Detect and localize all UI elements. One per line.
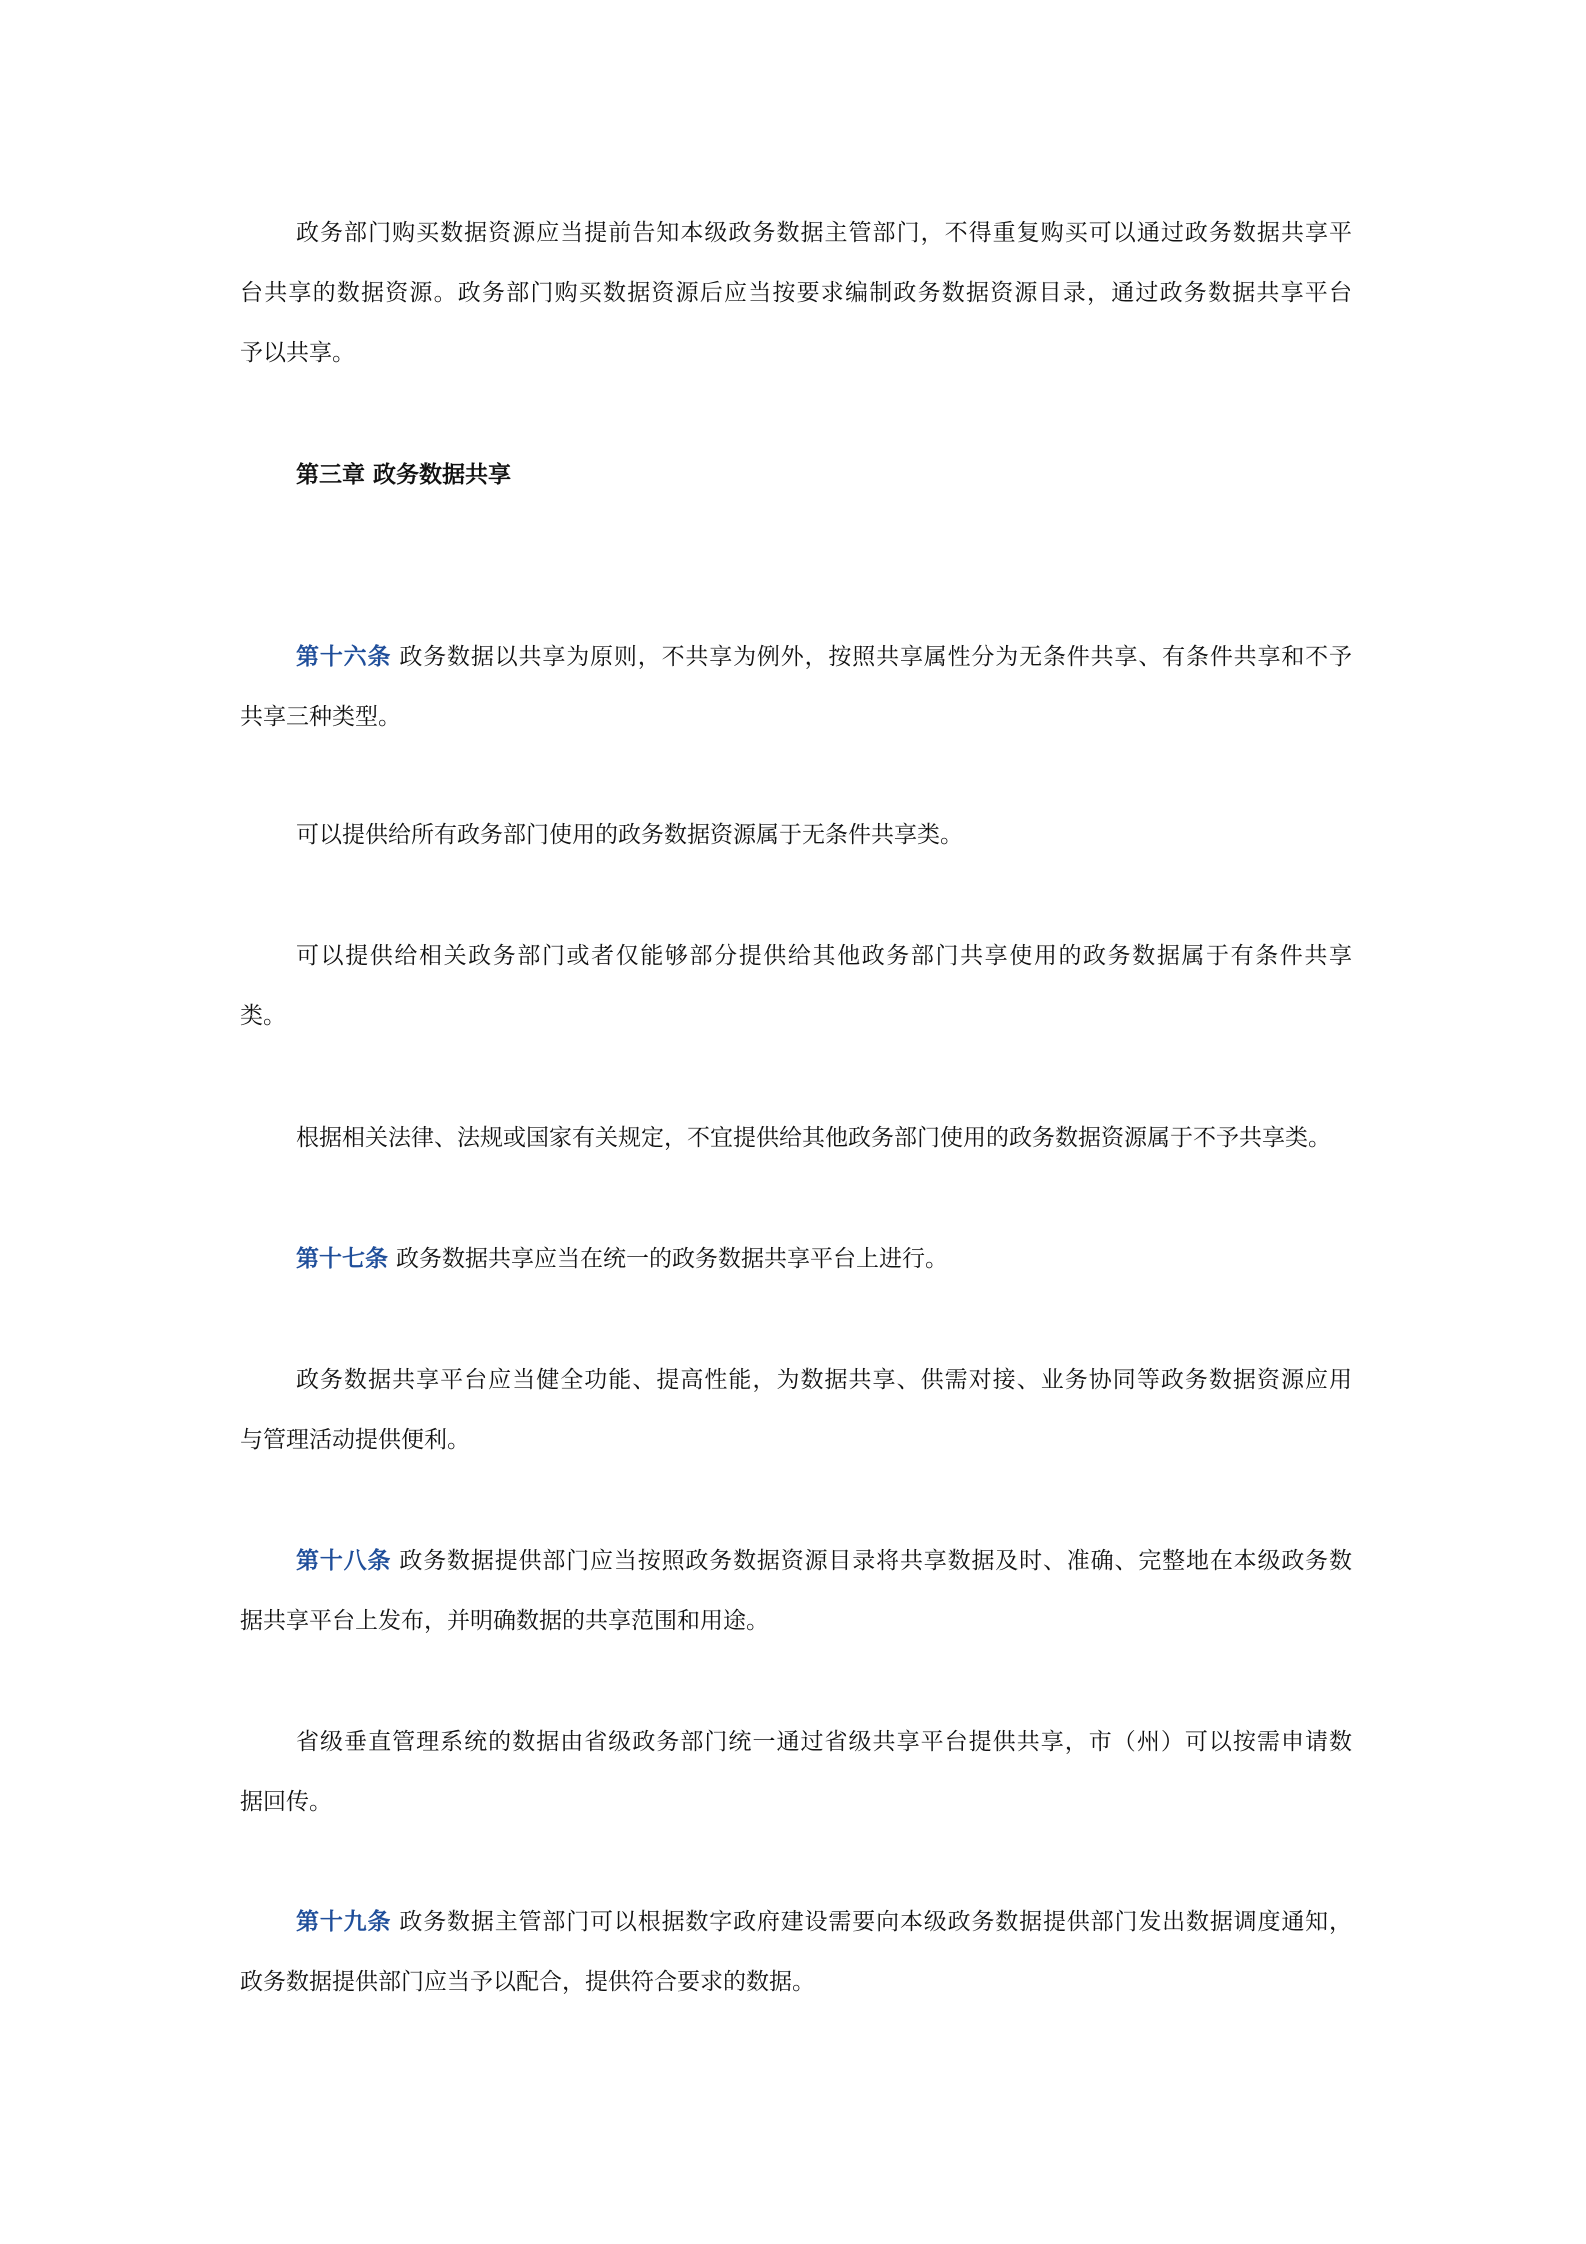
article-number: 第十六条	[296, 644, 392, 670]
chapter-heading	[240, 445, 1352, 505]
paragraph-line	[240, 687, 1352, 747]
line-text: 政务部门购买数据资源应当提前告知本级政务数据主管部门，不得重复购买可以通过政务数据共享平	[296, 220, 1352, 246]
line-text: 根据相关法律、法规或国家有关规定，不宜提供给其他政务部门使用的政务数据资源属于不予共享类。	[296, 1125, 1331, 1151]
paragraph-line	[240, 263, 1352, 323]
line-text: 予以共享。	[240, 340, 355, 366]
paragraph-line	[240, 926, 1352, 986]
line-text: 可以提供给所有政务部门使用的政务数据资源属于无条件共享类。	[296, 822, 963, 848]
article-paragraph	[240, 627, 1352, 747]
article-paragraph	[240, 1531, 1352, 1651]
paragraph	[240, 926, 1352, 1046]
line-text: 据回传。	[240, 1789, 332, 1815]
paragraph-line	[240, 323, 1352, 383]
paragraph-line	[240, 1591, 1352, 1651]
article-number: 第十七条	[296, 1246, 388, 1272]
article-number: 第十九条	[296, 1909, 392, 1935]
line-text: 政务数据提供部门应当予以配合，提供符合要求的数据。	[240, 1969, 815, 1995]
article-number: 第十八条	[296, 1548, 392, 1574]
article-paragraph	[240, 1229, 1352, 1289]
line-text: 政务数据主管部门可以根据数字政府建设需要向本级政务数据提供部门发出数据调度通知，	[399, 1909, 1353, 1935]
paragraph	[240, 1350, 1352, 1470]
chapter-heading-text: 第三章 政务数据共享	[296, 462, 512, 488]
paragraph-line	[240, 1892, 1352, 1952]
line-text: 共享三种类型。	[240, 704, 401, 730]
line-text: 据共享平台上发布，并明确数据的共享范围和用途。	[240, 1608, 769, 1634]
paragraph-line	[240, 203, 1352, 263]
paragraph-line	[240, 1952, 1352, 2012]
paragraph-line	[240, 1108, 1352, 1168]
paragraph-line	[240, 1229, 1352, 1289]
paragraph-line	[240, 1531, 1352, 1591]
line-text: 政务数据以共享为原则，不共享为例外，按照共享属性分为无条件共享、有条件共享和不予	[399, 644, 1353, 670]
line-text: 省级垂直管理系统的数据由省级政务部门统一通过省级共享平台提供共享，市（州）可以按需申请数	[296, 1729, 1352, 1755]
paragraph-line	[240, 986, 1352, 1046]
line-text: 政务数据共享平台应当健全功能、提高性能，为数据共享、供需对接、业务协同等政务数据资源应用	[296, 1367, 1352, 1393]
paragraph	[240, 203, 1352, 383]
line-text: 台共享的数据资源。政务部门购买数据资源后应当按要求编制政务数据资源目录，通过政务数据共享平台	[240, 280, 1352, 306]
line-text: 与管理活动提供便利。	[240, 1427, 470, 1453]
article-paragraph	[240, 1892, 1352, 2012]
line-text: 政务数据共享应当在统一的政务数据共享平台上进行。	[396, 1246, 948, 1272]
paragraph	[240, 1712, 1352, 1832]
paragraph	[240, 805, 1352, 865]
paragraph-line	[240, 1350, 1352, 1410]
line-text: 类。	[240, 1003, 286, 1029]
paragraph-line	[240, 1410, 1352, 1470]
paragraph-line	[240, 1712, 1352, 1772]
paragraph-line	[240, 1772, 1352, 1832]
paragraph-line	[240, 805, 1352, 865]
line-text: 政务数据提供部门应当按照政务数据资源目录将共享数据及时、准确、完整地在本级政务数	[399, 1548, 1353, 1574]
paragraph-line	[240, 627, 1352, 687]
line-text: 可以提供给相关政务部门或者仅能够部分提供给其他政务部门共享使用的政务数据属于有条件共享	[296, 943, 1352, 969]
paragraph	[240, 1108, 1352, 1168]
